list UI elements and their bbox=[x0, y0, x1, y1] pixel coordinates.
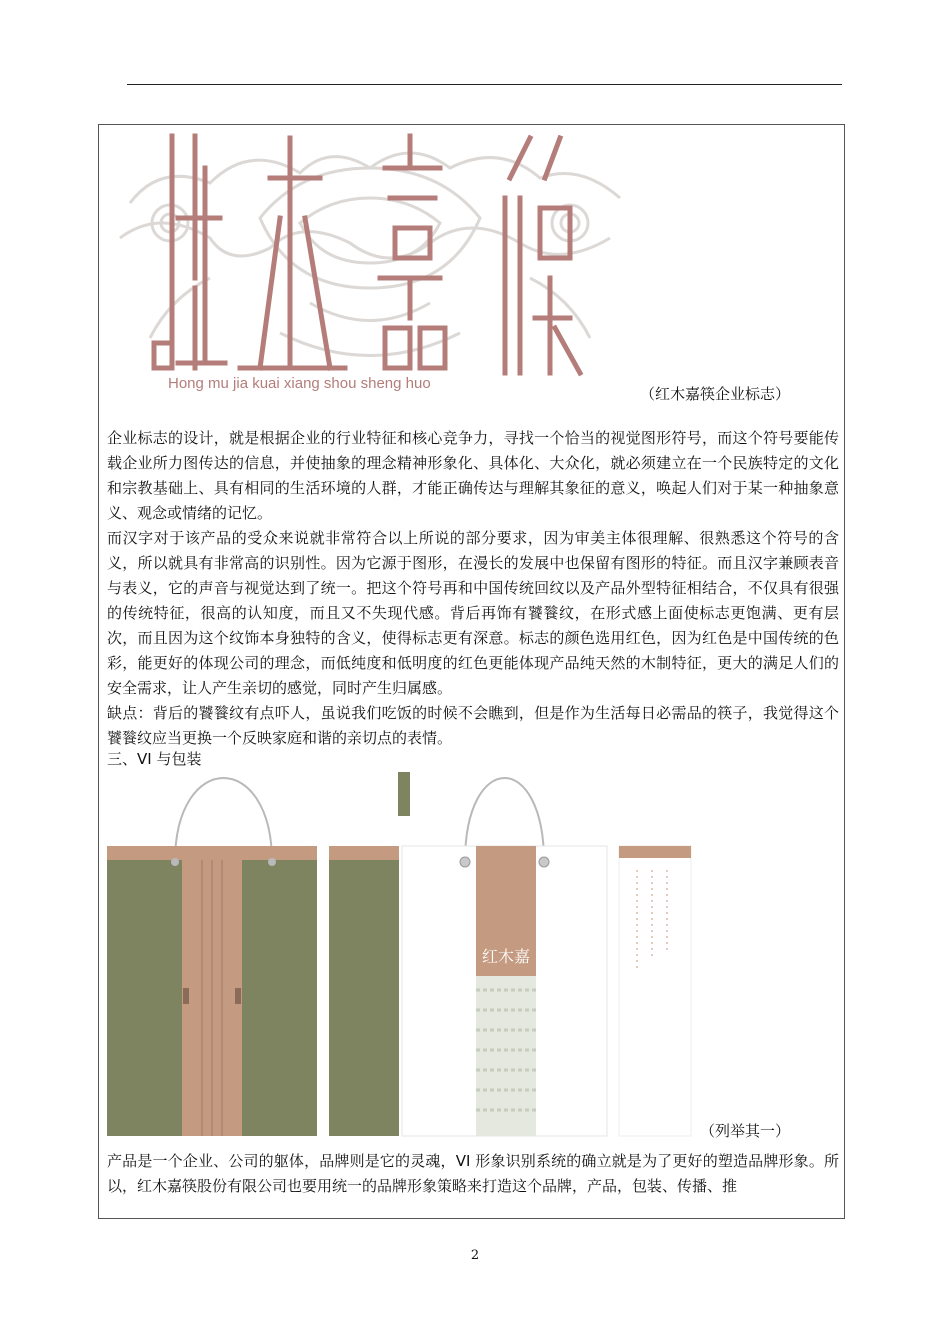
bag-top-band bbox=[107, 846, 317, 860]
bag-pattern-panel bbox=[476, 976, 536, 1136]
paragraph-closing: 产品是一个企业、公司的躯体，品牌则是它的灵魂，VI 形象识别系统的确立就是为了更好的塑造品牌形象。所以，红木嘉筷股份有限公司也要用统一的品牌形象策略来打造这个品牌，产品，包装、传播、推 bbox=[107, 1152, 839, 1195]
color-swatch bbox=[398, 772, 410, 816]
header-rule bbox=[127, 84, 842, 85]
bag-side-white bbox=[619, 846, 691, 1136]
bag-side-panel bbox=[329, 846, 399, 1136]
company-logo bbox=[110, 128, 630, 403]
packaging-figure bbox=[107, 770, 697, 1140]
bag-logo-text: 红木嘉 bbox=[481, 947, 531, 966]
paragraph-drawbacks: 缺点：背后的饕餮纹有点吓人，虽说我们吃饭的时候不会瞧到，但是作为生活每日必需品的筷子，我觉得这个饕餮纹应当更换一个反映家庭和谐的亲切点的表情。 bbox=[107, 704, 839, 747]
logo-pinyin: Hong mu jia kuai xiang shou sheng huo bbox=[168, 375, 431, 392]
packaging-caption: （列举其一） bbox=[700, 1122, 791, 1140]
paragraph-logo-design: 企业标志的设计，就是根据企业的行业特征和核心竞争力，寻找一个恰当的视觉图形符号，而这个符号要能传载企业所力图传达的信息，并使抽象的理念精神形象化、具体化、大众化，就必须建立在一个民族特定的文化和宗教基础上、具有相同的生活环境的人群，才能正确传达与理解其象征的意义，唤起人们对于某一种抽象意义、观念或情绪的记忆。 bbox=[107, 429, 839, 522]
logo-caption: （红木嘉筷企业标志） bbox=[640, 385, 791, 403]
paragraph-chinese-characters: 而汉字对于该产品的受众来说就非常符合以上所说的部分要求，因为审美主体很理解、很熟悉这个符号的含义，所以就具有非常高的识别性。因为它源于图形，在漫长的发展中也保留有图形的特征。而且汉字兼顾表音与表义，它的声音与视觉达到了统一。把这个符号再和中国传统回纹以及产品外型特征相结合，不仅具有很强的传统特征，很高的认知度，而且又不失现代感。背后再饰有饕餮纹，在形式感上面使标志更饱满、更有层次，而且因为这个纹饰本身独特的含义，使得标志更有深意。标志的颜色选用红色，因为红色是中国传统的色彩，能更好的体现公司的理念，而低纯度和低明度的红色更能体现产品纯天然的木制特征，更大的满足人们的安全需求，让人产生亲切的感觉，同时产生归属感。 bbox=[107, 529, 839, 697]
section-heading: 三、VI 与包装 bbox=[107, 750, 202, 768]
page-number: 2 bbox=[470, 1248, 480, 1263]
